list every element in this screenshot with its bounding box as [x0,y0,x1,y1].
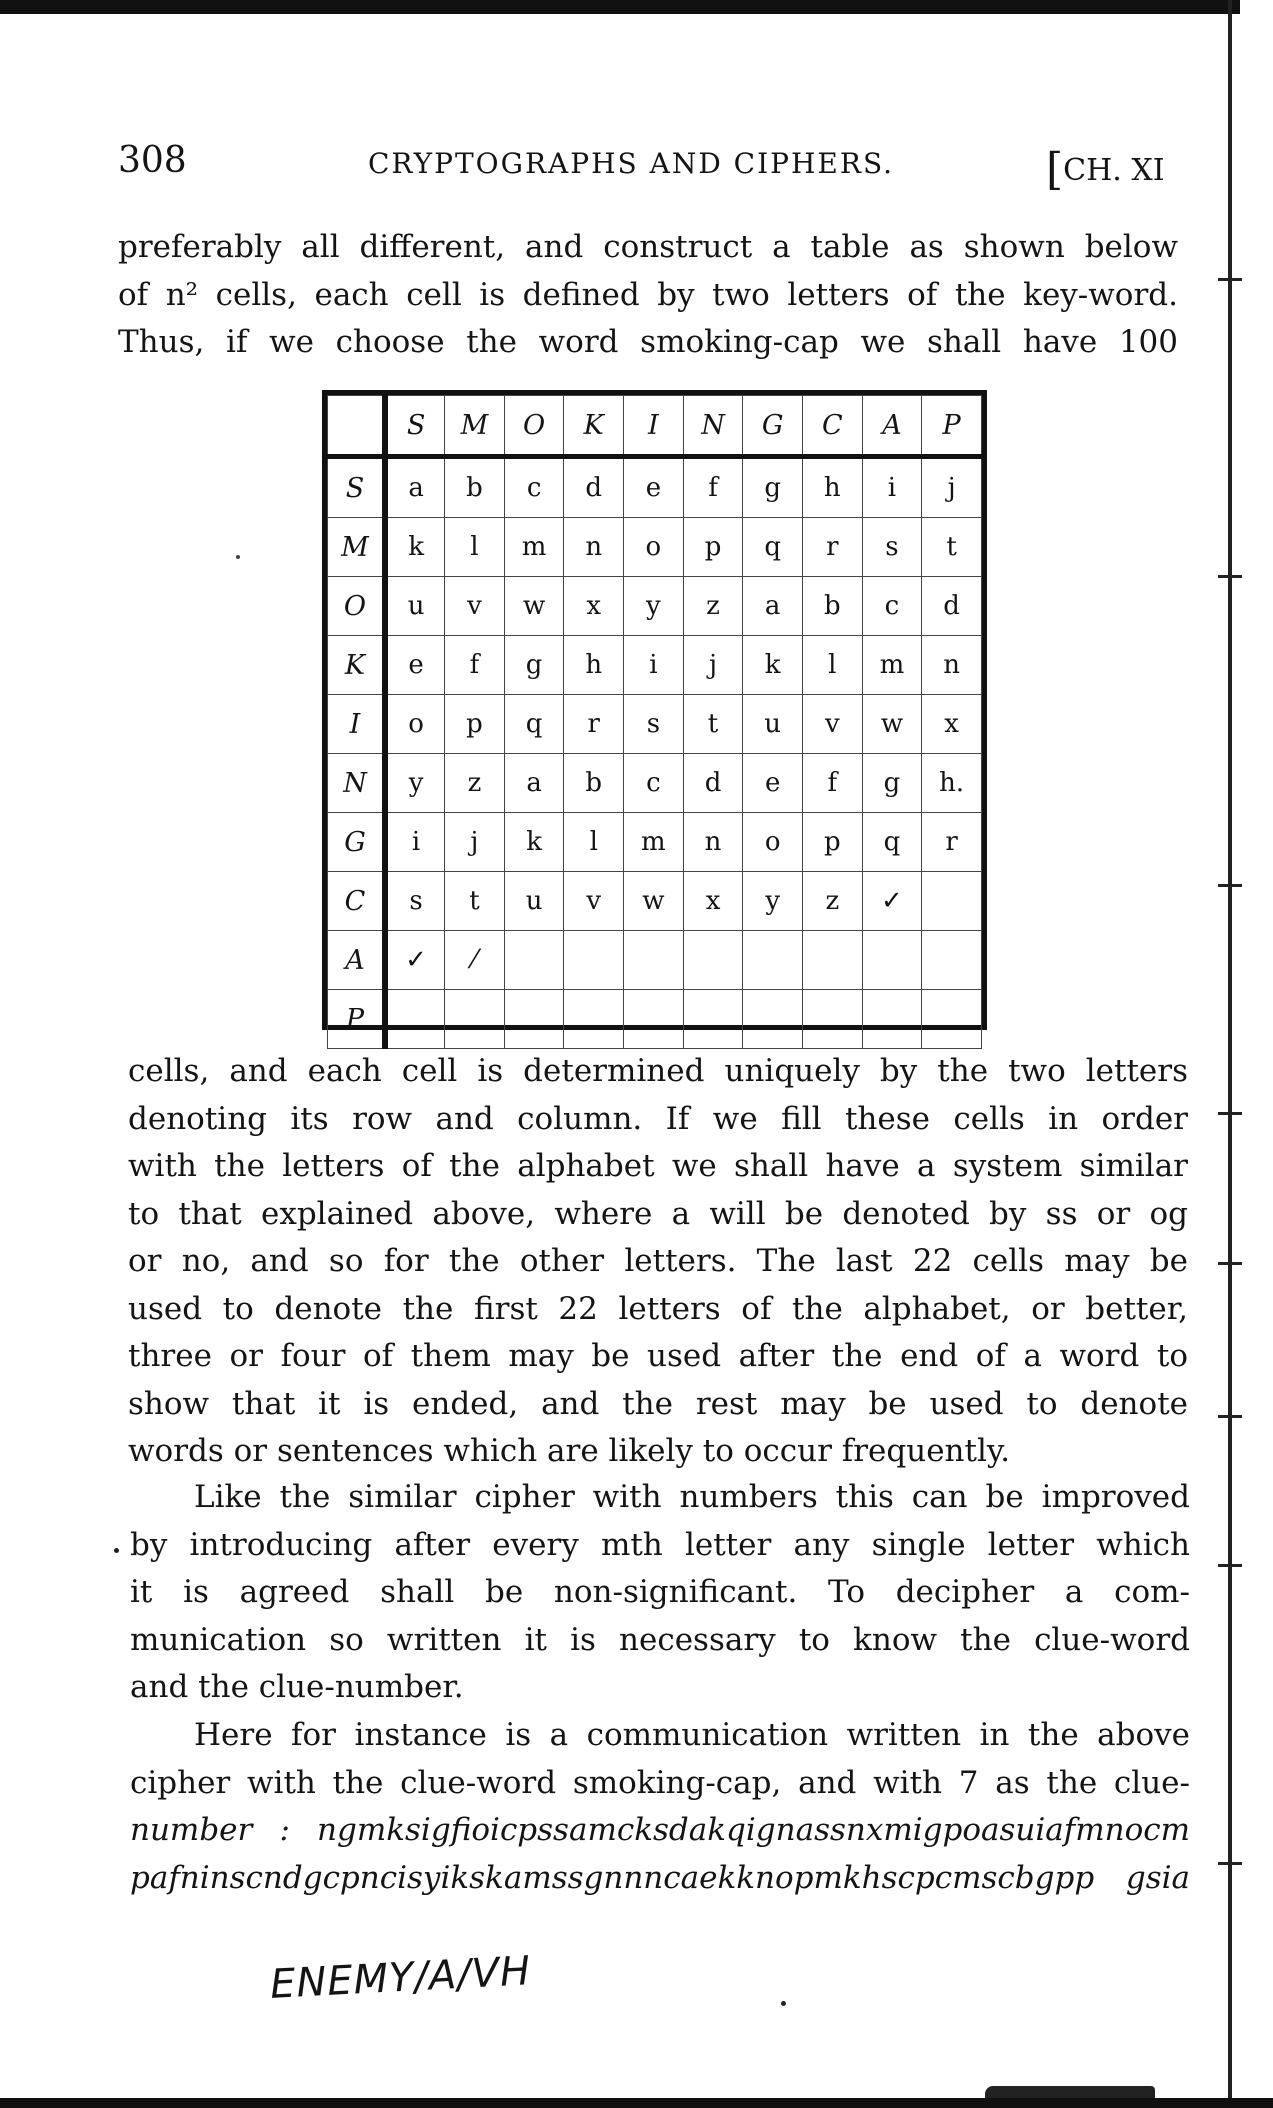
table-cell: a [743,577,803,636]
table-cell: w [862,695,922,754]
table-cell: x [683,872,743,931]
table-cell: f [683,457,743,518]
table-cell: z [683,577,743,636]
table-cell [504,931,564,990]
column-key-k: K [564,396,624,457]
table-cell: n [564,518,624,577]
paragraph-cells [128,1048,1188,1476]
handwritten-note: ENEMY/A/VH [268,1948,533,2008]
row-key-a: A [328,931,386,990]
table-cell: e [385,636,445,695]
table-cell: y [385,754,445,813]
table-cell [802,931,862,990]
text-line: Like the similar cipher with numbers this can be improved [194,1479,1190,1515]
table-cell: q [743,518,803,577]
table-cell: r [802,518,862,577]
row-key-p: P [328,990,386,1049]
table-cell: j [683,636,743,695]
table-cell: k [385,518,445,577]
table-cell: d [564,457,624,518]
table-cell: p [445,695,505,754]
table-row [328,577,982,636]
page-bottom-edge [0,2098,1273,2108]
text-line: cells, and each cell is determined uniquely by the two letters [128,1053,1188,1089]
column-key-m: M [445,396,505,457]
table-cell: b [564,754,624,813]
text-line: three or four of them may be used after the end of a word to [128,1338,1188,1374]
table-cell: x [922,695,982,754]
table-cell: m [504,518,564,577]
column-key-p: P [922,396,982,457]
text-line: and the clue-number. [130,1669,464,1705]
table-cell [624,990,684,1049]
table-cell: e [743,754,803,813]
table-cell: v [445,577,505,636]
table-row [328,990,982,1049]
margin-tick [1218,884,1242,887]
table-cell: j [445,813,505,872]
table-cell [743,931,803,990]
cipher-table-grid [327,395,982,1049]
table-cell: d [922,577,982,636]
table-cell: c [862,577,922,636]
table-cell [564,931,624,990]
table-cell: t [922,518,982,577]
table-row [328,931,982,990]
table-cell: l [445,518,505,577]
table-cell [564,990,624,1049]
paragraph-intro [118,224,1178,367]
table-cell: ✓ [862,872,922,931]
margin-tick [1218,1262,1242,1265]
text-line: denoting its row and column. If we fill these cells in order [128,1100,1188,1137]
column-key-a: A [862,396,922,457]
table-row [328,695,982,754]
text-line: munication so written it is necessary to know the clue-word [130,1621,1190,1658]
table-cell: z [802,872,862,931]
table-cell: q [862,813,922,872]
table-cell: v [564,872,624,931]
table-cell: g [862,754,922,813]
table-cell: o [385,695,445,754]
table-cell: s [624,695,684,754]
cipher-text-line: pafninscndgcpncisyikskamssgnnncaekknopmkhscpcmscbgpp gsia [130,1859,1190,1896]
column-key-i: I [624,396,684,457]
margin-tick [1218,1415,1242,1418]
column-key-n: N [683,396,743,457]
table-cell [922,990,982,1049]
text-line: cipher with the clue-word smoking-cap, and with 7 as the clue- [130,1764,1190,1801]
page-header [118,140,1178,195]
text-line: it is agreed shall be non-significant. To decipher a com- [130,1574,1190,1610]
table-cell: r [922,813,982,872]
table-cell: o [743,813,803,872]
page-number: 308 [118,140,187,181]
table-row [328,518,982,577]
table-cell: a [385,457,445,518]
table-cell: w [624,872,684,931]
running-title: CRYPTOGRAPHS AND CIPHERS. [368,147,895,180]
text-line: to that explained above, where a will be denoted by ss or og [128,1195,1188,1232]
row-key-k: K [328,636,386,695]
column-key-g: G [743,396,803,457]
table-cell: b [445,457,505,518]
table-cell [683,931,743,990]
table-cell: r [564,695,624,754]
table-cell: g [504,636,564,695]
table-cell [385,990,445,1049]
table-cell: v [802,695,862,754]
table-cell [504,990,564,1049]
table-cell: q [504,695,564,754]
margin-tick [1218,1862,1242,1865]
row-key-m: M [328,518,386,577]
table-cell: h [564,636,624,695]
table-cell: m [862,636,922,695]
text-line: with the letters of the alphabet we shall have a system similar [128,1148,1188,1184]
table-cell: u [504,872,564,931]
text-line: by introducing after every mth letter any single letter which [130,1526,1190,1563]
table-cell: n [683,813,743,872]
row-key-g: G [328,813,386,872]
table-cell: t [445,872,505,931]
table-cell: h. [922,754,982,813]
text-line: words or sentences which are likely to occur frequently. [128,1433,1011,1469]
table-row [328,813,982,872]
row-key-s: S [328,457,386,518]
table-cell [445,990,505,1049]
table-cell: i [624,636,684,695]
table-cell: ✓ [385,931,445,990]
table-cell: c [504,457,564,518]
table-cell: y [624,577,684,636]
table-cell: h [802,457,862,518]
text-line: Here for instance is a communication written in the above [194,1717,1190,1753]
table-cell: i [862,457,922,518]
row-key-o: O [328,577,386,636]
table-cell: k [743,636,803,695]
row-key-c: C [328,872,386,931]
text-line: used to denote the first 22 letters of the alphabet, or better, [128,1290,1188,1327]
column-key-c: C [802,396,862,457]
table-cell: l [564,813,624,872]
margin-tick [1218,575,1242,578]
text-line: show that it is ended, and the rest may be used to denote [128,1385,1188,1422]
table-cell: o [624,518,684,577]
table-cell: a [504,754,564,813]
ink-dot [236,555,240,559]
table-cell: e [624,457,684,518]
column-key-o: O [504,396,564,457]
row-key-n: N [328,754,386,813]
ink-dot [781,2001,786,2006]
table-row [328,872,982,931]
table-header-row [328,396,982,457]
margin-tick [1218,1112,1242,1115]
column-key-s: S [385,396,445,457]
table-cell: u [743,695,803,754]
table-cell: s [385,872,445,931]
table-cell: y [743,872,803,931]
table-cell: d [683,754,743,813]
text-line: or no, and so for the other letters. The last 22 cells may be [128,1243,1188,1279]
page-right-edge [1228,0,1232,2100]
table-cell [743,990,803,1049]
table-cell: w [504,577,564,636]
table-cell: p [802,813,862,872]
table-corner-cell [328,396,386,457]
text-line: of n² cells, each cell is defined by two letters of the key-word. [118,276,1178,313]
cipher-table [322,390,987,1035]
chapter-label [1046,140,1165,195]
table-cell: l [802,636,862,695]
table-cell [624,931,684,990]
chapter-bracket: [ [1046,144,1064,195]
table-cell: f [445,636,505,695]
table-cell: f [802,754,862,813]
page-top-edge [0,0,1240,14]
table-row [328,457,982,518]
text-line: Thus, if we choose the word smoking-cap we shall have 100 [118,324,1178,360]
table-cell: t [683,695,743,754]
cipher-text-line: number : ngmksigfioicpssamcksdakqignassnxmigpoasuiafmnocm [130,1812,1190,1848]
table-cell: z [445,754,505,813]
table-cell [922,872,982,931]
table-cell: ⁄ [445,931,505,990]
table-cell: b [802,577,862,636]
paragraph-example [130,1712,1190,1902]
table-cell [683,990,743,1049]
table-cell: i [385,813,445,872]
table-cell [862,990,922,1049]
table-cell: c [624,754,684,813]
table-cell: g [743,457,803,518]
chapter-text: CH. XI [1063,153,1165,188]
table-cell: n [922,636,982,695]
table-cell: u [385,577,445,636]
margin-tick [1218,1564,1242,1567]
table-cell: m [624,813,684,872]
margin-tick [1218,278,1242,281]
table-cell [862,931,922,990]
table-cell: k [504,813,564,872]
table-cell [922,931,982,990]
table-cell: p [683,518,743,577]
row-key-i: I [328,695,386,754]
table-row [328,754,982,813]
ink-dot [114,1548,119,1553]
paragraph-improvement [130,1474,1190,1712]
text-line: preferably all different, and construct a table as shown below [118,229,1178,265]
table-row [328,636,982,695]
table-cell: j [922,457,982,518]
table-cell: x [564,577,624,636]
table-cell [802,990,862,1049]
table-cell: s [862,518,922,577]
